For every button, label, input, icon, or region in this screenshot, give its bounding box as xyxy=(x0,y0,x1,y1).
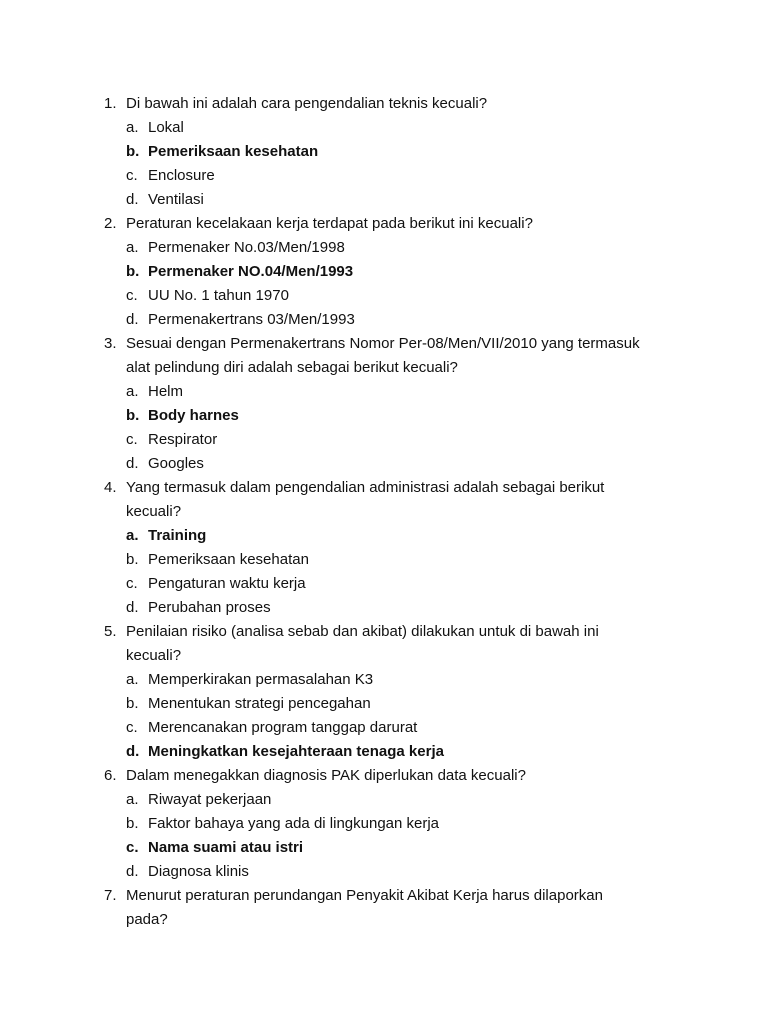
option-text: Googles xyxy=(148,455,204,472)
question-text-line: Di bawah ini adalah cara pengendalian teknis kecuali? xyxy=(126,95,488,112)
option-b xyxy=(0,404,768,428)
option-text: Ventilasi xyxy=(148,191,204,208)
option-a xyxy=(0,236,768,260)
option-a xyxy=(0,788,768,812)
option-letter: d. xyxy=(126,599,139,616)
question-number: 3. xyxy=(104,335,117,352)
option-letter: b. xyxy=(126,407,140,424)
option-letter: b. xyxy=(126,695,139,712)
question-row xyxy=(0,212,768,236)
option-c xyxy=(0,164,768,188)
question-number: 1. xyxy=(104,95,117,112)
option-letter: d. xyxy=(126,191,139,208)
question-text xyxy=(126,332,686,380)
question-list xyxy=(0,92,768,932)
question-7 xyxy=(0,884,768,932)
question-row xyxy=(0,764,768,788)
option-text: Menentukan strategi pencegahan xyxy=(148,695,371,712)
option-letter: d. xyxy=(126,311,139,328)
question-2 xyxy=(0,212,768,332)
question-text-line: Yang termasuk dalam pengendalian administrasi adalah sebagai berikut xyxy=(126,479,605,496)
question-text xyxy=(126,884,686,932)
question-text-line: Dalam menegakkan diagnosis PAK diperlukan data kecuali? xyxy=(126,767,526,784)
question-text xyxy=(126,620,686,668)
option-text: Nama suami atau istri xyxy=(148,839,304,856)
question-number: 5. xyxy=(104,623,117,640)
question-number: 6. xyxy=(104,767,117,784)
option-b xyxy=(0,812,768,836)
option-letter: c. xyxy=(126,431,138,448)
option-text: Faktor bahaya yang ada di lingkungan kerja xyxy=(148,815,440,832)
question-text xyxy=(126,476,686,524)
question-text xyxy=(126,92,686,116)
option-letter: a. xyxy=(126,383,139,400)
option-text: Training xyxy=(148,527,207,544)
option-letter: a. xyxy=(126,527,139,544)
question-text-line: Sesuai dengan Permenakertrans Nomor Per-08/Men/VII/2010 yang termasuk xyxy=(126,335,640,352)
option-text: Riwayat pekerjaan xyxy=(148,791,272,808)
option-a xyxy=(0,380,768,404)
option-text: Diagnosa klinis xyxy=(148,863,249,880)
option-d xyxy=(0,308,768,332)
option-letter: c. xyxy=(126,719,138,736)
option-a xyxy=(0,116,768,140)
option-d xyxy=(0,596,768,620)
option-c xyxy=(0,284,768,308)
option-text: Permenaker NO.04/Men/1993 xyxy=(148,263,354,280)
question-row xyxy=(0,620,768,668)
option-text: Respirator xyxy=(148,431,218,448)
option-b xyxy=(0,548,768,572)
question-text-line: kecuali? xyxy=(126,503,182,520)
option-text: Helm xyxy=(148,383,184,400)
option-text: Body harnes xyxy=(148,407,239,424)
question-number: 4. xyxy=(104,479,117,496)
option-text: Pemeriksaan kesehatan xyxy=(148,143,319,160)
option-c xyxy=(0,836,768,860)
option-letter: d. xyxy=(126,743,140,760)
option-text: Memperkirakan permasalahan K3 xyxy=(148,671,374,688)
option-c xyxy=(0,428,768,452)
question-1 xyxy=(0,92,768,212)
question-text-line: Peraturan kecelakaan kerja terdapat pada berikut ini kecuali? xyxy=(126,215,533,232)
option-letter: b. xyxy=(126,815,139,832)
option-text: Perubahan proses xyxy=(148,599,271,616)
option-letter: c. xyxy=(126,575,138,592)
option-d xyxy=(0,740,768,764)
option-letter: a. xyxy=(126,119,139,136)
option-d xyxy=(0,188,768,212)
question-row xyxy=(0,884,768,932)
question-text-line: alat pelindung diri adalah sebagai berikut kecuali? xyxy=(126,359,458,376)
option-text: Pemeriksaan kesehatan xyxy=(148,551,309,568)
option-c xyxy=(0,716,768,740)
question-row xyxy=(0,476,768,524)
question-text xyxy=(126,212,686,236)
question-text-line: pada? xyxy=(126,911,168,928)
option-text: Permenakertrans 03/Men/1993 xyxy=(148,311,355,328)
option-letter: c. xyxy=(126,287,138,304)
option-b xyxy=(0,140,768,164)
option-d xyxy=(0,452,768,476)
option-d xyxy=(0,860,768,884)
option-letter: d. xyxy=(126,455,139,472)
option-text: Enclosure xyxy=(148,167,215,184)
option-letter: c. xyxy=(126,167,138,184)
question-5 xyxy=(0,620,768,764)
option-text: Pengaturan waktu kerja xyxy=(148,575,306,592)
question-4 xyxy=(0,476,768,620)
option-letter: b. xyxy=(126,551,139,568)
question-row xyxy=(0,332,768,380)
option-a xyxy=(0,524,768,548)
question-number: 7. xyxy=(104,887,117,904)
option-text: Lokal xyxy=(148,119,184,136)
option-letter: b. xyxy=(126,263,140,280)
option-b xyxy=(0,692,768,716)
question-row xyxy=(0,92,768,116)
option-letter: a. xyxy=(126,671,139,688)
option-letter: b. xyxy=(126,143,140,160)
option-text: Merencanakan program tanggap darurat xyxy=(148,719,418,736)
option-letter: c. xyxy=(126,839,139,856)
option-letter: a. xyxy=(126,791,139,808)
question-text-line: Penilaian risiko (analisa sebab dan akibat) dilakukan untuk di bawah ini xyxy=(126,623,599,640)
option-text: UU No. 1 tahun 1970 xyxy=(148,287,289,304)
option-text: Meningkatkan kesejahteraan tenaga kerja xyxy=(148,743,444,760)
question-6 xyxy=(0,764,768,884)
option-a xyxy=(0,668,768,692)
question-text-line: Menurut peraturan perundangan Penyakit Akibat Kerja harus dilaporkan xyxy=(126,887,603,904)
option-c xyxy=(0,572,768,596)
option-letter: a. xyxy=(126,239,139,256)
option-letter: d. xyxy=(126,863,139,880)
question-text xyxy=(126,764,686,788)
question-3 xyxy=(0,332,768,476)
option-text: Permenaker No.03/Men/1998 xyxy=(148,239,345,256)
option-b xyxy=(0,260,768,284)
question-text-line: kecuali? xyxy=(126,647,182,664)
question-number: 2. xyxy=(104,215,117,232)
